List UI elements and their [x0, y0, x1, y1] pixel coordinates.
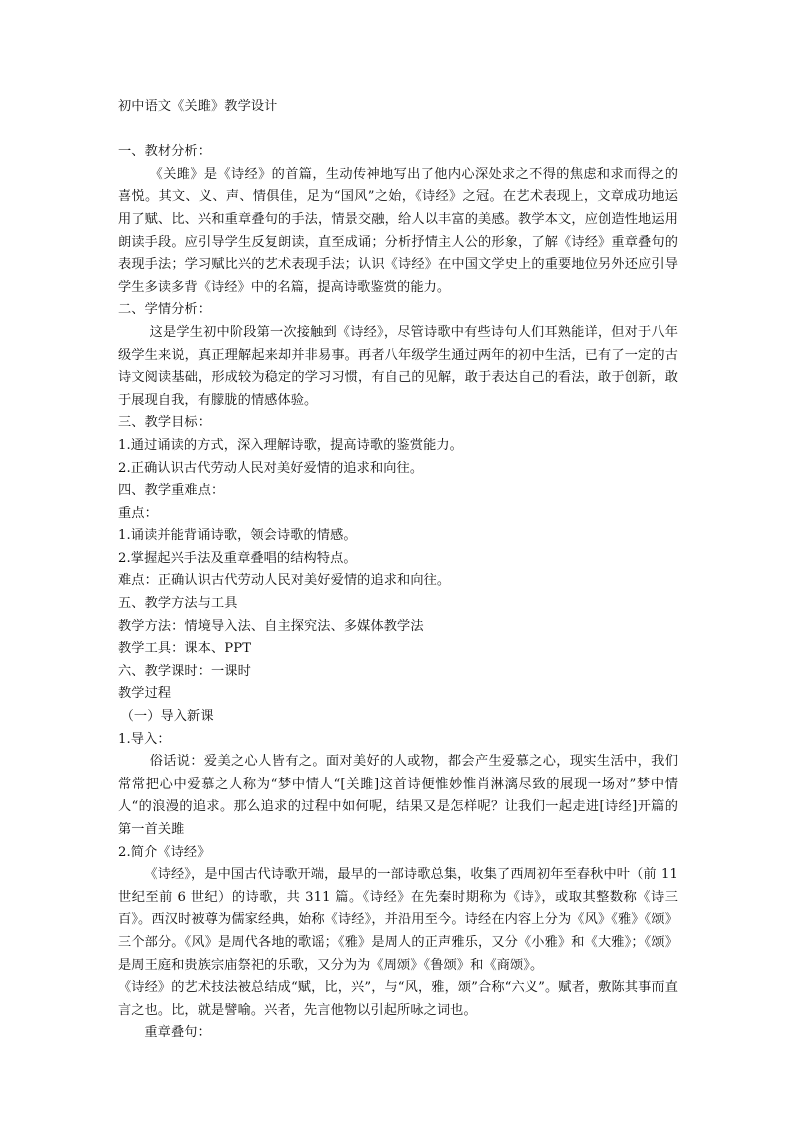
teaching-goal-item: 2.正确认识古代劳动人民对美好爱情的追求和向往。: [118, 460, 424, 476]
key-points-label: 重点：: [118, 505, 158, 521]
section-heading-teaching-goals: 三、教学目标：: [118, 415, 212, 431]
key-point-item: 2.掌握起兴手法及重章叠唱的结构特点。: [118, 550, 357, 566]
document-title: 初中语文《关雎》教学设计: [118, 99, 278, 114]
section-heading-student-analysis: 二、学情分析：: [118, 302, 212, 318]
section-paragraph-material-analysis: 《关雎》是《诗经》的首篇，生动传神地写出了他内心深处求之不得的焦虑和求而得之的喜悦。其文、义、声、情俱佳，足为“国风”之始，《诗经》之冠。在艺术表现上，文章成功地运用了赋、比、兴和重章叠句的手法，情景交融，给人以丰富的美感。教学本文，应创造性地运用朗读手段。应引导学生反复朗读，直至成诵；分析抒情主人公的形象，了解《诗经》重章叠句的表现手法；学习赋比兴的艺术表现手法；认识《诗经》在中国文学史上的重要地位另外还应引导学生多读多背《诗经》中的名篇，提高诗歌鉴赏的能力。: [118, 166, 678, 295]
teaching-goal-item: 1.通过诵读的方式，深入理解诗歌，提高诗歌的鉴赏能力。: [118, 437, 463, 453]
section-heading-material-analysis: 一、教材分析：: [118, 144, 212, 160]
section-heading-methods-tools: 五、教学方法与工具: [118, 596, 238, 612]
teaching-tools-line: 教学工具：课本、PPT: [118, 641, 252, 657]
document-content: [118, 96, 678, 1045]
section-paragraph-student-analysis: 这是学生初中阶段第一次接触到《诗经》，尽管诗歌中有些诗句人们耳熟能详，但对于八年级学生来说，真正理解起来却并非易事。再者八年级学生通过两年的初中生活，已有了一定的古诗文阅读基础，形成较为稳定的学习习惯，有自己的见解，敢于表达自己的看法，敢于创新，敢于展现自我，有朦胧的情感体验。: [118, 324, 678, 408]
section-heading-class-hours: 六、教学课时：一课时: [118, 663, 251, 679]
teaching-process-heading: 教学过程: [118, 686, 172, 702]
repetition-heading: 重章叠句：: [144, 1025, 211, 1041]
brief-heading: 2.简介《诗经》: [118, 844, 211, 860]
brief-paragraph: 《诗经》，是中国古代诗歌开端，最早的一部诗歌总集，收集了西周初年至春秋中叶（前 11 世纪至前 6 世纪）的诗歌，共 311 篇。《诗经》在先秦时期称为《诗》，或取其整数称《诗三百》。西汉时被尊为儒家经典，始称《诗经》，并沿用至今。诗经在内容上分为《风》《雅》《颂》三个部分。《风》是周代各地的歌谣；《雅》是周人的正声雅乐，又分《小雅》和《大雅》；《颂》是周王庭和贵族宗庙祭祀的乐歌，又分为为《周颂》《鲁颂》和《商颂》。: [118, 867, 678, 973]
difficult-point-item: 难点：正确认识古代劳动人民对美好爱情的追求和向往。: [118, 573, 451, 589]
intro-paragraph: 俗话说：爱美之心人皆有之。面对美好的人或物，都会产生爱慕之心，现实生活中，我们常常把心中爱慕之人称为“梦中情人“[关雎]这首诗便惟妙惟肖淋漓尽致的展现一场对”梦中情人“的浪漫的追求。那么追求的过程中如何呢，结果又是怎样呢？让我们一起走进[诗经]开篇的第一首关雎: [118, 754, 678, 837]
teaching-method-line: 教学方法：情境导入法、自主探究法、多媒体教学法: [118, 618, 424, 634]
art-techniques-paragraph: 《诗经》的艺术技法被总结成“赋，比，兴”，与“风，雅，颂”合称“六义”。赋者，敷陈其事而直言之也。比，就是譬喻。兴者，先言他物以引起所咏之词也。: [118, 980, 678, 1018]
teaching-process-subheading: （一）导入新课: [120, 709, 214, 725]
key-point-item: 1.诵读并能背诵诗歌，领会诗歌的情感。: [118, 528, 357, 544]
intro-heading: 1.导入：: [118, 731, 171, 747]
section-heading-key-points: 四、教学重难点：: [118, 483, 225, 499]
